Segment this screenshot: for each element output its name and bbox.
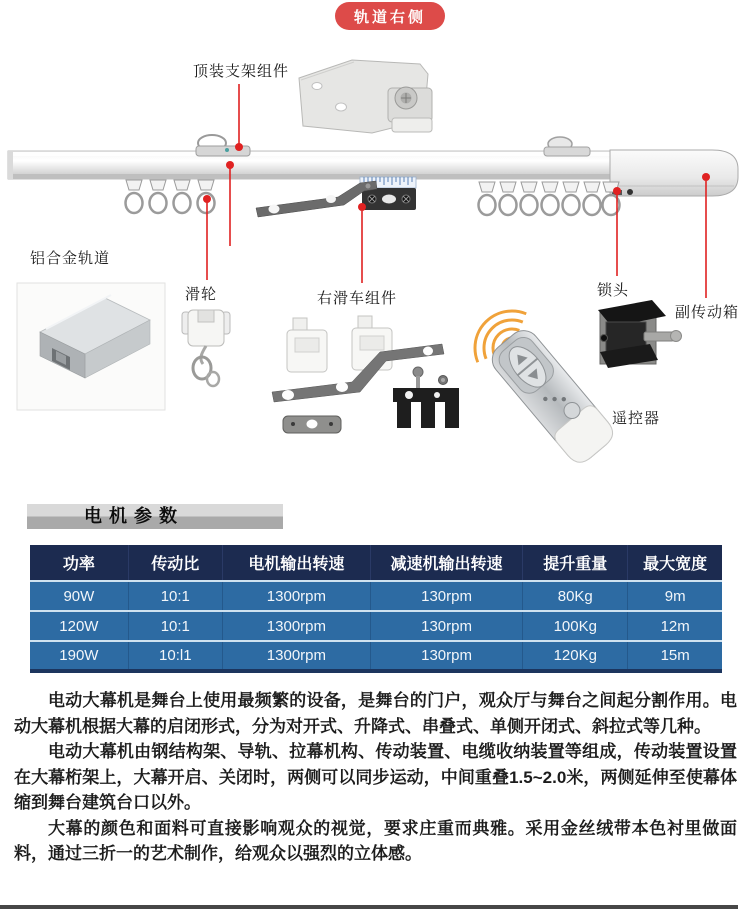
table-row: [30, 581, 722, 611]
motor-params-table: [30, 545, 722, 673]
label-remote: 遥控器: [612, 410, 661, 427]
description-paragraph: 电动大幕机是舞台上使用最频繁的设备，是舞台的门户，观众厅与舞台之间起分割作用。电动大幕机根据大幕的启闭形式，分为对开式、升降式、串叠式、单侧开闭式、斜拉式等几种。: [14, 691, 737, 736]
pulley-photo: [182, 310, 230, 386]
remote-control-photo: [486, 324, 618, 468]
slider-parts-photo: [272, 316, 459, 433]
table-cell: 130rpm: [370, 641, 522, 671]
track-profile-photo: [17, 283, 165, 410]
table-header-cell: 最大宽度: [628, 545, 722, 581]
description-text: [14, 688, 737, 867]
label-track: 铝合金轨道: [30, 250, 111, 267]
table-cell: 1300rpm: [222, 611, 370, 641]
label-right-slider: 右滑车组件: [317, 290, 398, 307]
label-drive-box: 副传动箱: [675, 304, 740, 321]
table-cell: 1300rpm: [222, 641, 370, 671]
table-cell: 190W: [30, 641, 128, 671]
table-body: [30, 581, 722, 671]
table-header-cell: 电机输出转速: [222, 545, 370, 581]
table-cell: 130rpm: [370, 611, 522, 641]
track-rail: [8, 151, 624, 179]
table-cell: 80Kg: [523, 581, 628, 611]
table-cell: 10:l1: [128, 641, 222, 671]
table-cell: 120W: [30, 611, 128, 641]
right-slider-on-rail: [256, 177, 416, 217]
table-row: [30, 611, 722, 641]
bottom-divider: [0, 905, 738, 909]
description-paragraph: 大幕的颜色和面料可直接影响观众的视觉，要求庄重而典雅。采用金丝绒带本色衬里做面料，通过三折一的艺术制作，给观众以强烈的立体感。: [14, 818, 737, 863]
table-cell: 90W: [30, 581, 128, 611]
curtain-rings-left: [126, 180, 215, 213]
table-header-cell: 功率: [30, 545, 128, 581]
table-header-cell: 提升重量: [523, 545, 628, 581]
table-cell: 15m: [628, 641, 722, 671]
table-header-cell: 减速机输出转速: [370, 545, 522, 581]
table-cell: 12m: [628, 611, 722, 641]
mounting-clamp: [544, 137, 590, 156]
label-lock: 锁头: [597, 282, 630, 299]
table-cell: 130rpm: [370, 581, 522, 611]
motor-params-section-title: 电机参数: [27, 504, 283, 529]
top-bracket-photo: [299, 60, 432, 133]
drive-box: [610, 150, 738, 196]
table-cell: 9m: [628, 581, 722, 611]
track-right-side-badge: 轨道右侧: [335, 2, 445, 30]
table-header-row: [30, 545, 722, 581]
table-header-cell: 传动比: [128, 545, 222, 581]
curtain-rings-right: [479, 182, 620, 215]
table-cell: 120Kg: [523, 641, 628, 671]
table-cell: 100Kg: [523, 611, 628, 641]
label-top-bracket: 顶装支架组件: [193, 63, 290, 80]
description-paragraph: 电动大幕机由钢结构架、导轨、拉幕机构、传动装置、电缆收纳装置等组成，传动装置设置在大幕桁架上，大幕开启、关闭时，两侧可以同步运动，中间重叠1.5~2.0米，两侧延伸至使幕体缩到舞台建筑台口以外。: [14, 742, 737, 812]
label-pulley: 滑轮: [185, 286, 218, 303]
table-cell: 10:1: [128, 611, 222, 641]
table-cell: 10:1: [128, 581, 222, 611]
lock-head-photo: [598, 300, 682, 368]
table-cell: 1300rpm: [222, 581, 370, 611]
table-row: [30, 641, 722, 671]
